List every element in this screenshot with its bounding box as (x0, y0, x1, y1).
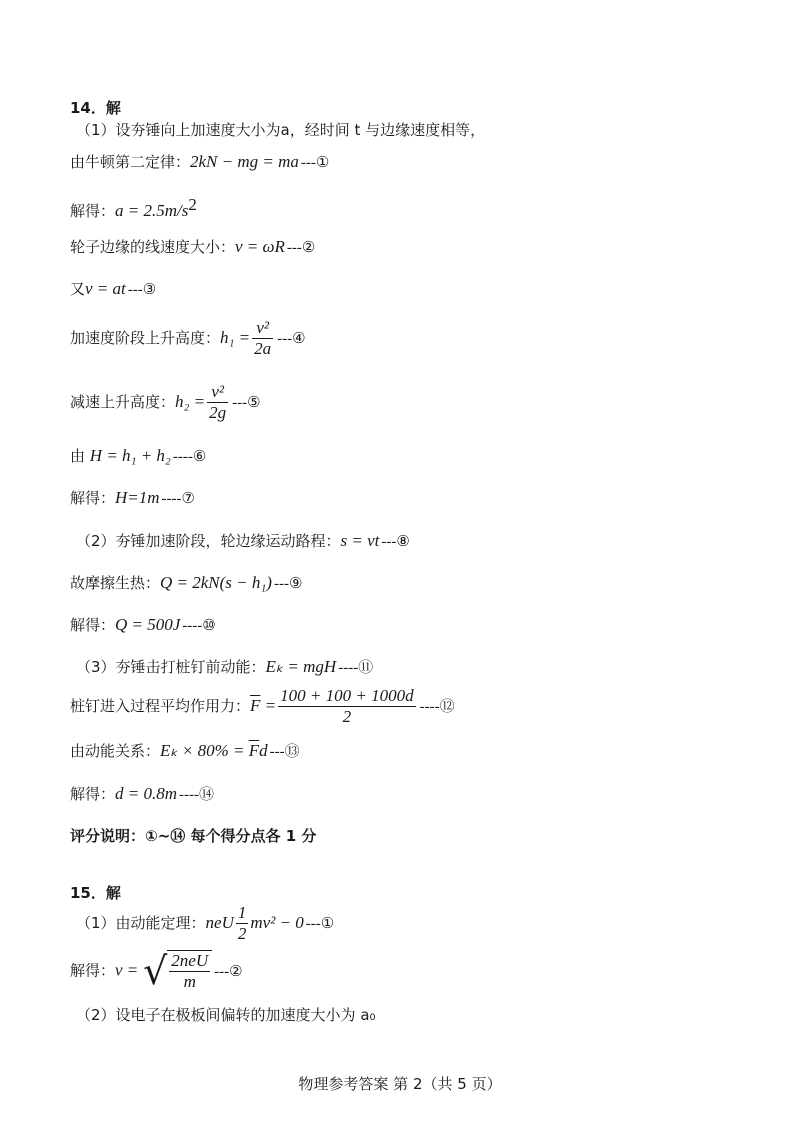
q15-header: 15．解 (70, 884, 121, 902)
q14-line-4: 轮子边缘的线速度大小：v = ωR ---② (70, 237, 316, 256)
q14-line-3: 解得：$a = 2.5m/s^2$ (70, 195, 197, 220)
fraction: $\frac{\text{v²}}{2g}$ (209, 382, 227, 422)
q14-line-11: 故摩擦生热：Q = 2kN(s − h₁) ---⑨ (70, 573, 303, 592)
q15-line-3: （2）设电子在极板间偏转的加速度大小为 a₀ (76, 1006, 376, 1024)
square-root: √ $\frac{\text{2neU}}{m}$ (143, 950, 212, 992)
q14-line-6: 加速度阶段上升高度：h₁ = $\frac{\text{v²}}{2a}$ ---④ (70, 318, 306, 358)
q14-line-10: （2）夯锤加速阶段，轮边缘运动路程：s = vt ---⑧ (76, 531, 410, 550)
q14-line-8: 由 H = h₁ + h₂ ----⑥ (70, 446, 207, 465)
q14-line-13: （3）夯锤击打桩钉前动能：Eₖ = mgH ----⑪ (76, 657, 374, 676)
fraction: $\frac{100 + 100 + 1000d}{2}$ (280, 686, 414, 726)
q14-line-2: 由牛顿第二定律：2kN − mg = ma ---① (70, 152, 330, 171)
q14-line-1: （1）设夯锤向上加速度大小为a，经时间 t 与边缘速度相等， (76, 121, 486, 139)
q14-header: 14．解 (70, 99, 121, 117)
page-footer: 物理参考答案 第 2（共 5 页） (298, 1075, 502, 1093)
q14-line-12: 解得：Q = 500J ----⑩ (70, 615, 216, 634)
fraction: $\frac{\text{2neU}}{m}$ (171, 951, 209, 991)
q14-line-7: 减速上升高度：h₂ = $\frac{\text{v²}}{2g}$ ---⑤ (70, 382, 261, 422)
q14-line-15: 由动能关系：$E_k \times 80\% = \overline{F}d$ ---⑬ (70, 741, 300, 760)
q14-line-14: 桩钉进入过程平均作用力：$\overline{F}$ = $\frac{100 + 100 + 1000d}{2}$ ----⑫ (70, 686, 455, 726)
q14-line-9: 解得：H=1m ----⑦ (70, 488, 195, 507)
q15-line-1: （1）由动能定理：neU $\frac{1}{2}$ mv² − 0 ---① (76, 903, 335, 943)
fraction: $\frac{\text{v²}}{2a}$ (254, 318, 272, 358)
fraction: $\frac{1}{2}$ (237, 903, 247, 943)
scoring-note: 评分说明：①~⑭ 每个得分点各 1 分 (70, 827, 317, 845)
q14-line-16: 解得：d = 0.8m ----⑭ (70, 784, 214, 803)
q15-line-2: 解得：v = √ $\frac{\text{2neU}}{m}$ ---② (70, 949, 243, 993)
q14-line-5: 又v = at ---③ (70, 279, 157, 298)
